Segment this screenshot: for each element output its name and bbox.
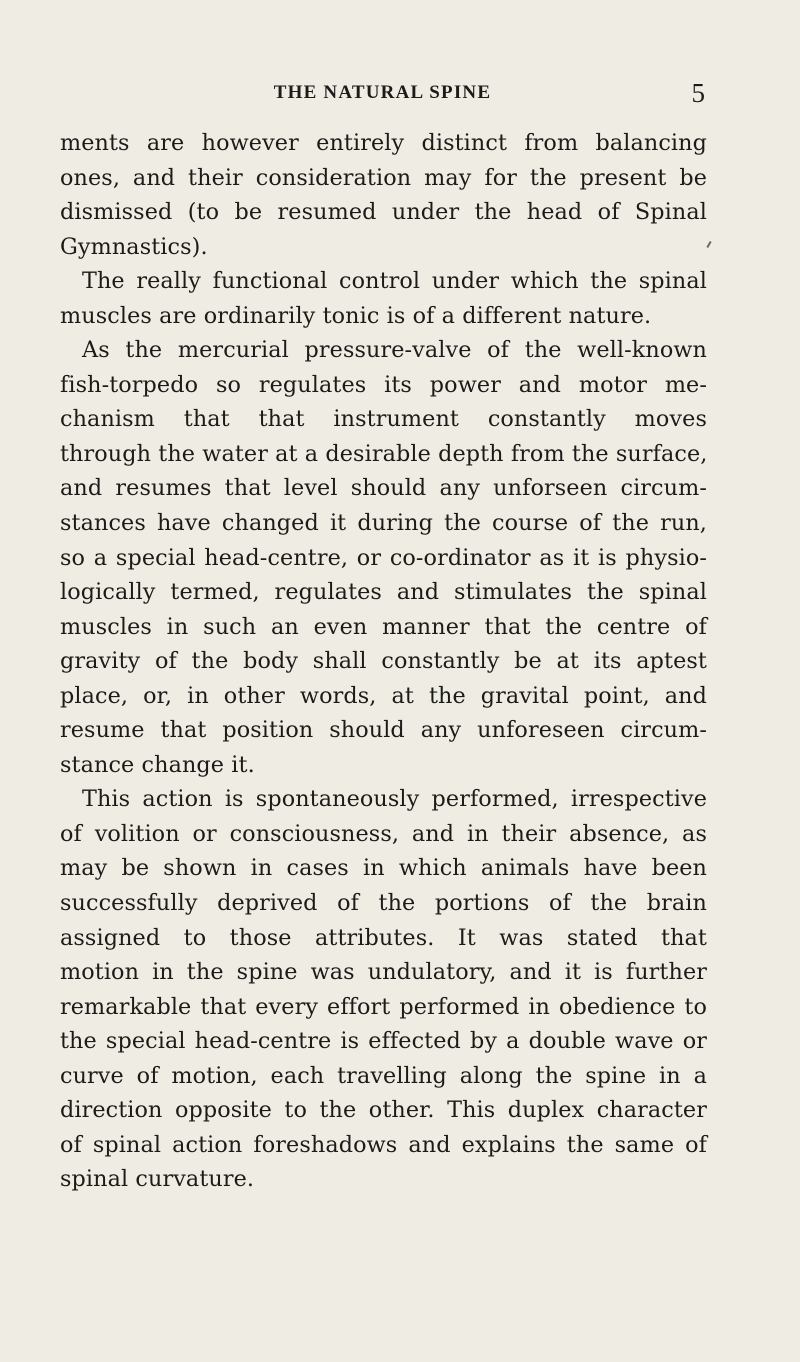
page-number: 5 (691, 78, 705, 108)
text-line: successfully deprived of the portions of the brain (60, 890, 707, 917)
text-line: and resumes that level should any unforseen circum- (60, 475, 707, 502)
text-line: fish-torpedo so regulates its power and motor me- (60, 371, 707, 398)
text-line: resume that position should any unforeseen circum- (60, 717, 707, 744)
text-line: stances have changed it during the course of the run, (60, 510, 707, 537)
text-line: of volition or consciousness, and in their absence, as (60, 820, 707, 847)
text-line: may be shown in cases in which animals have been (60, 855, 707, 882)
text-line: gravity of the body shall constantly be at its aptest (60, 648, 707, 675)
text-line: logically termed, regulates and stimulates the spinal (60, 579, 707, 606)
text-line: the special head-centre is effected by a double wave or (60, 1028, 707, 1055)
text-line: Gymnastics). (60, 233, 208, 260)
text-line: dismissed (to be resumed under the head of Spinal (60, 199, 707, 226)
text-line: As the mercurial pressure-valve of the well-known (82, 337, 707, 364)
text-line: muscles in such an even manner that the centre of (60, 613, 707, 640)
text-line: ments are however entirely distinct from balancing (60, 130, 707, 156)
text-line: curve of motion, each travelling along the spine in a (60, 1062, 707, 1089)
text-line: of spinal action foreshadows and explains the same of (60, 1131, 707, 1158)
text-line: direction opposite to the other. This duplex character (60, 1097, 707, 1124)
text-line: chanism that that instrument constantly moves (60, 406, 707, 433)
text-line: ones, and their consideration may for the present be (60, 164, 707, 191)
text-line: place, or, in other words, at the gravital point, and (60, 682, 707, 709)
text-line: spinal curvature. (60, 1166, 255, 1193)
text-line: assigned to those attributes. It was stated that (60, 924, 707, 951)
text-line: muscles are ordinarily tonic is of a different nature. (60, 302, 652, 329)
text-line: This action is spontaneously performed, irrespective (82, 786, 707, 813)
text-line: motion in the spine was undulatory, and it is further (60, 959, 707, 986)
text-line: so a special head-centre, or co-ordinator as it is physio- (60, 544, 707, 571)
stray-ink-mark (706, 241, 711, 248)
text-line: The really functional control under which the spinal (82, 268, 707, 295)
body-text (60, 126, 707, 1197)
text-line: stance change it. (60, 751, 255, 778)
running-head-title: THE NATURAL SPINE (273, 82, 492, 103)
text-line: through the water at a desirable depth from the surface, (60, 440, 708, 467)
text-line: remarkable that every effort performed in obedience to (60, 993, 707, 1020)
running-head (60, 78, 705, 112)
